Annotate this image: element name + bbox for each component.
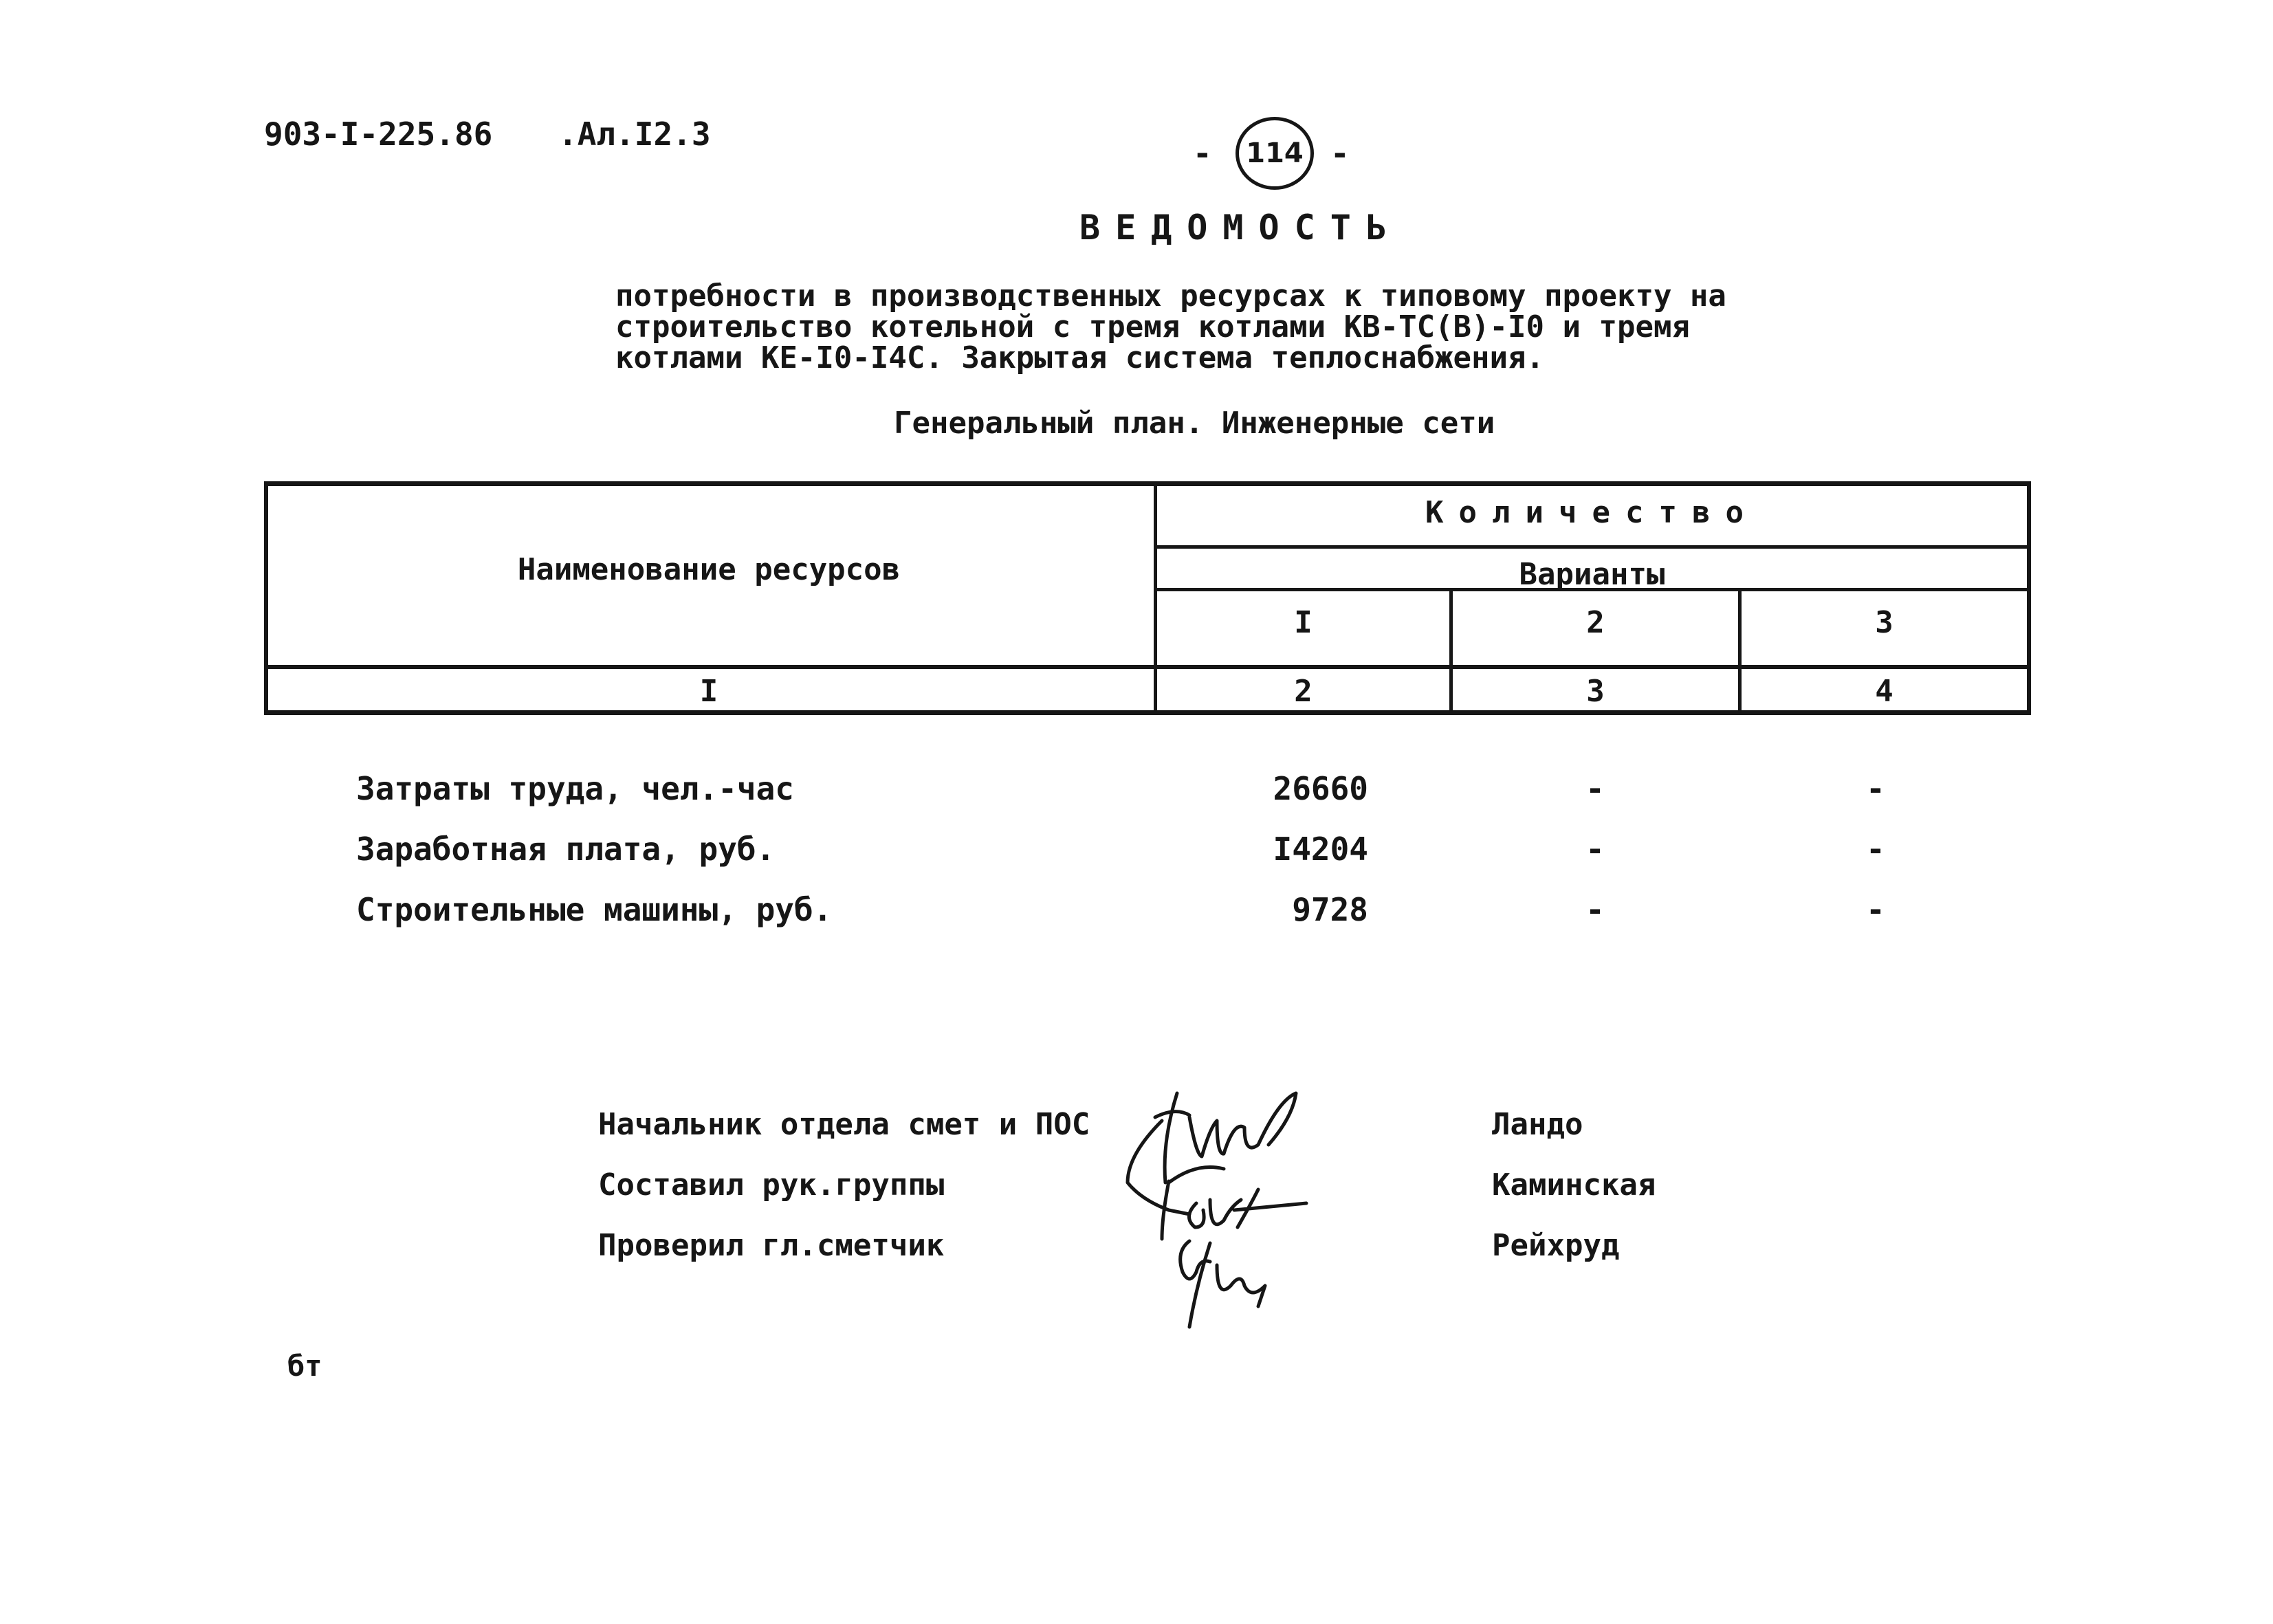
row-resource-name: Заработная плата, руб. [356,831,776,868]
signature-name-compiler: Каминская [1492,1167,1656,1203]
resource-table-header [264,481,2031,715]
footnote-mark: бт [287,1349,322,1383]
row-resource-name: Строительные машины, руб. [356,891,833,928]
column-number-4: 4 [1875,674,1893,709]
row-value-variant-1: I4204 [1273,831,1368,868]
page-dash-right: - [1330,135,1350,172]
sheet-reference: .Ал.I2.3 [558,116,711,153]
table-border-top [264,481,2031,486]
table-divider-quantity [1154,545,2031,549]
column-number-2: 2 [1294,674,1313,709]
header-quantity: Количество [1425,495,1759,530]
signature-role-checker: Проверил гл.сметчик [598,1228,945,1263]
row-value-variant-3: - [1866,770,1885,807]
page-number-circle [1236,117,1314,190]
page-number-block [1193,116,1358,191]
document-title: ВЕДОМОСТЬ [1079,208,1402,248]
signature-role-head: Начальник отдела смет и ПОС [598,1107,1090,1142]
row-value-variant-2: - [1585,891,1605,928]
column-number-1: I [699,674,718,709]
table-divider-numbers [264,665,2031,669]
page-dash-left: - [1193,135,1212,172]
table-border-bottom [264,710,2031,715]
handwritten-signatures [1114,1079,1416,1341]
header-resource-name: Наименование ресурсов [517,552,901,587]
signature-name-checker: Рейхруд [1492,1228,1620,1263]
header-variants: Варианты [1519,557,1665,592]
row-resource-name: Затраты труда, чел.-час [356,770,794,807]
page-number: 114 [1246,138,1304,169]
column-number-3: 3 [1586,674,1605,709]
document-code: 903-I-225.86 [264,116,493,153]
variant-label-1: I [1294,605,1313,640]
signature-name-head: Ландо [1492,1107,1583,1142]
row-value-variant-3: - [1866,891,1885,928]
table-border-right [2027,481,2031,715]
row-value-variant-2: - [1585,770,1605,807]
variant-label-3: 3 [1875,605,1893,640]
section-heading: Генеральный план. Инженерные сети [894,406,1495,441]
variant-label-2: 2 [1586,605,1605,640]
row-value-variant-1: 9728 [1292,891,1368,928]
row-value-variant-2: - [1585,831,1605,868]
signature-role-compiler: Составил рук.группы [598,1167,945,1203]
row-value-variant-3: - [1866,831,1885,868]
row-value-variant-1: 26660 [1273,770,1368,807]
document-subtitle: потребности в производственных ресурсах к типовому проекту на строительство котельной с тремя котлами КВ-ТС(В)-I0 и тремя котлами КЕ-I0-I4С. Закрытая система теплоснабжения. [615,278,1726,375]
